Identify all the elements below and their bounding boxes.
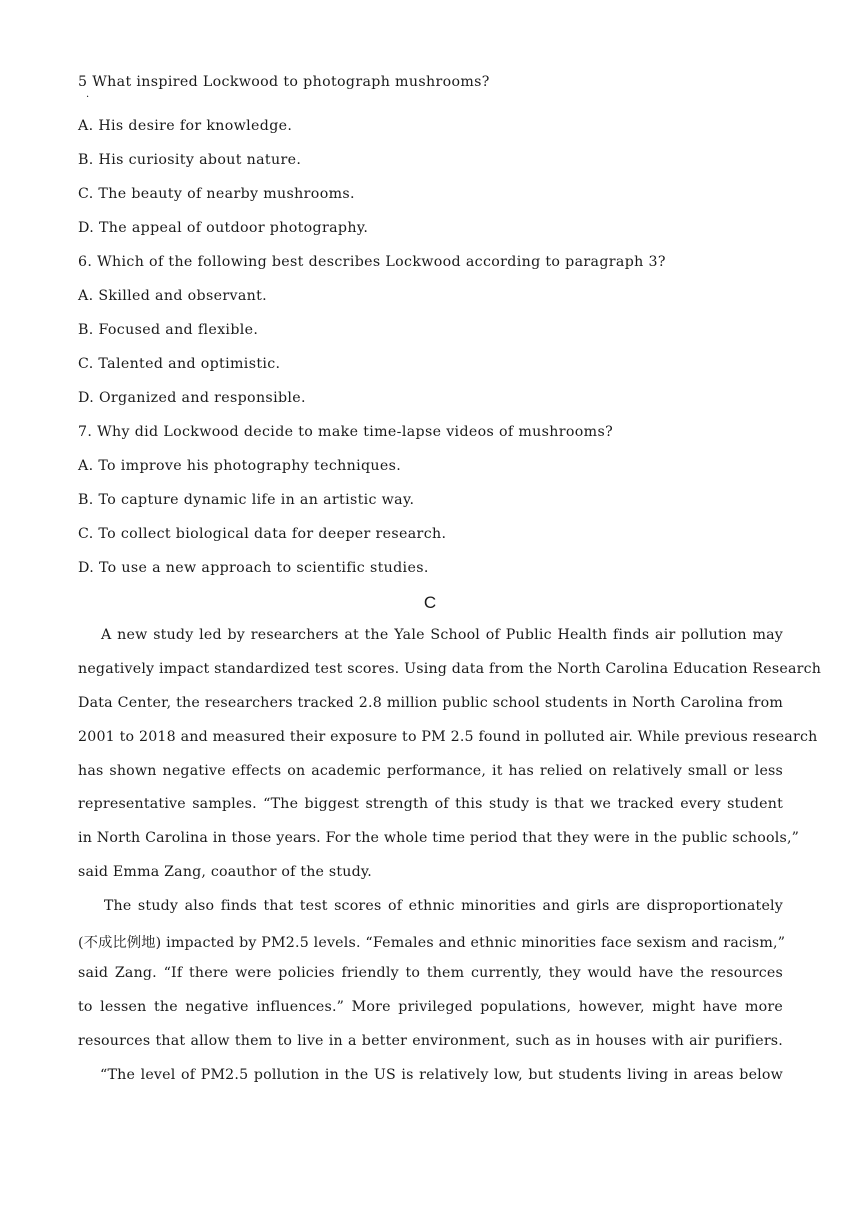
question-7-option-a: A. To improve his photography techniques. xyxy=(78,458,402,474)
passage-p1-line-1: A new study led by researchers at the Yale School of Public Health finds air pollution may xyxy=(78,627,783,643)
passage-p3-line-1: “The level of PM2.5 pollution in the US is relatively low, but students living in areas below xyxy=(78,1067,783,1083)
passage-p1-line-4: 2001 to 2018 and measured their exposure to PM 2.5 found in polluted air. While previous research xyxy=(78,729,818,745)
question-6-option-a: A. Skilled and observant. xyxy=(78,288,268,304)
passage-p1-line-6: representative samples. “The biggest strength of this study is that we tracked every student xyxy=(78,796,783,812)
passage-p2-line-3: said Zang. “If there were policies friendly to them currently, they would have the resources xyxy=(78,965,783,981)
passage-p2-line-4: to lessen the negative influences.” More privileged populations, however, might have more xyxy=(78,999,783,1015)
passage-p2-line-2: (不成比例地) impacted by PM2.5 levels. “Females and ethnic minorities face sexism and racism,” xyxy=(78,935,786,951)
question-7-option-c: C. To collect biological data for deeper research. xyxy=(78,526,447,542)
question-5-stem: 5 What inspired Lockwood to photograph mushrooms? xyxy=(78,74,490,90)
question-5-option-c: C. The beauty of nearby mushrooms. xyxy=(78,186,355,202)
question-6-option-c: C. Talented and optimistic. xyxy=(78,356,281,372)
question-5-option-d: D. The appeal of outdoor photography. xyxy=(78,220,369,236)
stray-dot-mark: · xyxy=(86,92,90,103)
passage-p1-line-3: Data Center, the researchers tracked 2.8 million public school students in North Carolina from xyxy=(78,695,783,711)
question-6-option-d: D. Organized and responsible. xyxy=(78,390,306,406)
passage-p2-line-1: The study also finds that test scores of ethnic minorities and girls are disproportionately xyxy=(78,898,783,914)
question-6-stem: 6. Which of the following best describes Lockwood according to paragraph 3? xyxy=(78,254,666,270)
question-7-option-d: D. To use a new approach to scientific studies. xyxy=(78,560,429,576)
passage-p1-line-8: said Emma Zang, coauthor of the study. xyxy=(78,864,372,880)
question-7-stem: 7. Why did Lockwood decide to make time-lapse videos of mushrooms? xyxy=(78,424,614,440)
passage-p2-line-5: resources that allow them to live in a better environment, such as in houses with air purifiers. xyxy=(78,1033,783,1049)
question-6-option-b: B. Focused and flexible. xyxy=(78,322,259,338)
section-heading: C xyxy=(423,593,437,612)
passage-p1-line-7: in North Carolina in those years. For the whole time period that they were in the public schools,” xyxy=(78,830,800,846)
question-5-option-b: B. His curiosity about nature. xyxy=(78,152,302,168)
passage-p1-line-2: negatively impact standardized test scores. Using data from the North Carolina Education Research xyxy=(78,661,822,677)
passage-p1-line-5: has shown negative effects on academic performance, it has relied on relatively small or less xyxy=(78,763,783,779)
question-5-option-a: A. His desire for knowledge. xyxy=(78,118,293,134)
question-7-option-b: B. To capture dynamic life in an artistic way. xyxy=(78,492,415,508)
